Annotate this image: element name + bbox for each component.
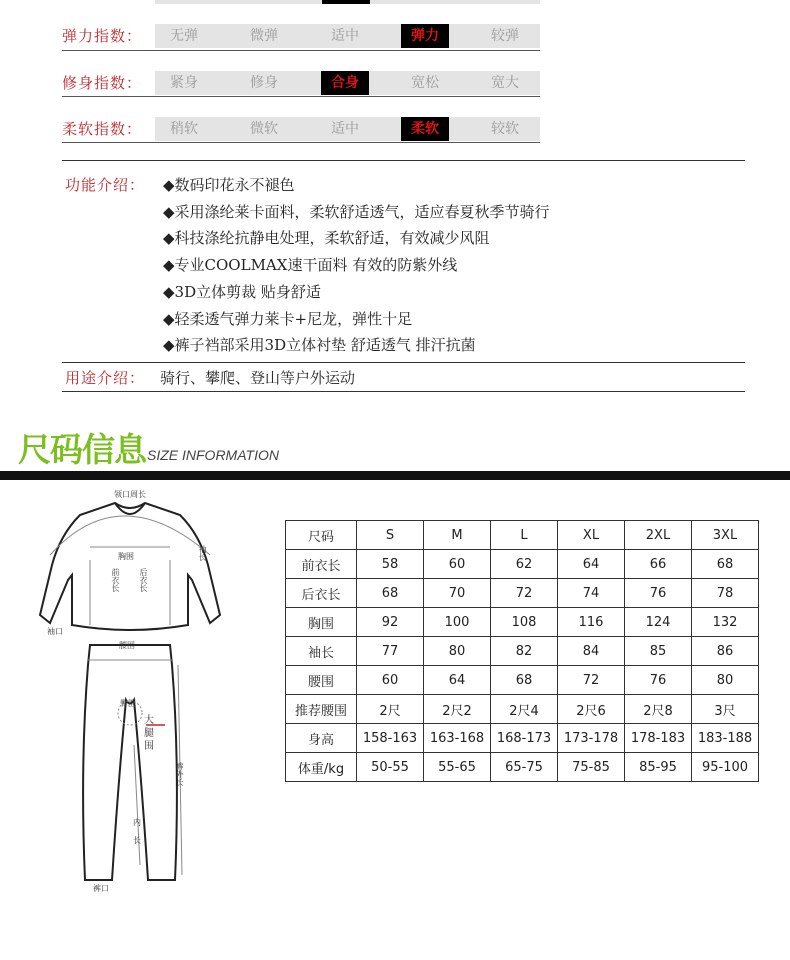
table-cell: 77 — [357, 637, 424, 666]
table-header-row — [286, 521, 759, 550]
table-cell: 64 — [558, 550, 625, 579]
table-cell: 72 — [558, 666, 625, 695]
size-info-title: 尺码信息 — [18, 430, 146, 469]
table-cell: 58 — [357, 550, 424, 579]
table-header-cell: L — [491, 521, 558, 550]
table-header-cell: M — [424, 521, 491, 550]
table-header-cell: S — [357, 521, 424, 550]
feature-item: ◆采用涤纶莱卡面料，柔软舒适透气，适应春夏秋季节骑行 — [163, 202, 550, 221]
table-cell: 68 — [491, 666, 558, 695]
rating-option: 稍软 — [170, 121, 198, 137]
table-cell: 124 — [625, 608, 692, 637]
rating-option: 紧身 — [170, 75, 198, 91]
size-info-subtitle: SIZE INFORMATION — [147, 447, 279, 463]
table-cell: 108 — [491, 608, 558, 637]
table-cell: 95-100 — [692, 753, 759, 782]
label-chest: 胸围 — [118, 552, 134, 561]
label-thigh-2: 腿 — [144, 728, 154, 739]
divider-line — [62, 50, 540, 51]
table-cell: 55-65 — [424, 753, 491, 782]
table-cell: 173-178 — [558, 724, 625, 753]
table-row — [286, 753, 759, 782]
size-table — [285, 520, 759, 782]
table-row — [286, 666, 759, 695]
table-header-cell: XL — [558, 521, 625, 550]
table-header-cell: 尺码 — [286, 521, 357, 550]
table-cell: 76 — [625, 579, 692, 608]
table-cell: 2尺4 — [491, 695, 558, 724]
rating-label: 柔软指数： — [62, 120, 143, 138]
table-cell: 70 — [424, 579, 491, 608]
rating-option: 微弹 — [250, 28, 278, 44]
label-hip: 臀围 — [120, 699, 136, 708]
feature-item: ◆数码印花永不褪色 — [163, 176, 295, 194]
rating-label: 弹力指数： — [62, 27, 143, 45]
table-cell: 116 — [558, 608, 625, 637]
table-header-cell: 2XL — [625, 521, 692, 550]
top-scale-remnant-selected — [322, 0, 370, 4]
table-cell: 80 — [424, 637, 491, 666]
table-row-label: 后衣长 — [286, 579, 357, 608]
table-cell: 68 — [357, 579, 424, 608]
feature-item: ◆专业COOLMAX速干面料 有效的防紫外线 — [163, 256, 458, 275]
table-cell: 2尺 — [357, 695, 424, 724]
rating-option: 较弹 — [491, 28, 519, 44]
table-cell: 85-95 — [625, 753, 692, 782]
rating-option: 修身 — [250, 75, 278, 91]
label-thigh-1: 大 — [144, 715, 154, 726]
divider-line — [62, 142, 540, 143]
features-heading: 功能介绍： — [65, 176, 146, 194]
table-row — [286, 695, 759, 724]
rating-option-selected: 弹力 — [401, 24, 449, 48]
divider-line — [62, 362, 745, 363]
label-collar: 领口周长 — [114, 490, 146, 499]
table-cell: 2尺8 — [625, 695, 692, 724]
table-cell: 86 — [692, 637, 759, 666]
table-row — [286, 608, 759, 637]
rating-scale — [155, 117, 540, 141]
table-cell: 80 — [692, 666, 759, 695]
table-cell: 183-188 — [692, 724, 759, 753]
usage-text: 骑行、攀爬、登山等户外运动 — [160, 369, 356, 387]
label-back-length: 后衣长 — [139, 568, 148, 592]
table-row-label: 体重/kg — [286, 753, 357, 782]
table-cell: 132 — [692, 608, 759, 637]
table-cell: 75-85 — [558, 753, 625, 782]
table-row — [286, 637, 759, 666]
divider-line — [62, 96, 540, 97]
table-cell: 100 — [424, 608, 491, 637]
table-row-label: 推荐腰围 — [286, 695, 357, 724]
table-cell: 2尺6 — [558, 695, 625, 724]
usage-heading: 用途介绍： — [65, 369, 146, 387]
label-thigh-3: 围 — [144, 741, 154, 752]
table-cell: 163-168 — [424, 724, 491, 753]
table-row — [286, 550, 759, 579]
label-waist: 腰围 — [119, 641, 135, 650]
table-cell: 82 — [491, 637, 558, 666]
table-cell: 50-55 — [357, 753, 424, 782]
label-hem: 裤口 — [93, 884, 109, 893]
rating-option-selected: 合身 — [321, 71, 369, 95]
table-cell: 60 — [357, 666, 424, 695]
table-cell: 66 — [625, 550, 692, 579]
table-cell: 65-75 — [491, 753, 558, 782]
table-row — [286, 724, 759, 753]
rating-option: 微软 — [250, 121, 278, 137]
rating-option: 宽松 — [411, 75, 439, 91]
label-outseam: 裤外长 — [175, 762, 184, 786]
table-cell: 3尺 — [692, 695, 759, 724]
table-cell: 62 — [491, 550, 558, 579]
rating-label: 修身指数： — [62, 74, 143, 92]
table-cell: 178-183 — [625, 724, 692, 753]
label-cuff: 袖口 — [47, 627, 63, 636]
rating-option: 适中 — [331, 28, 359, 44]
table-cell: 76 — [625, 666, 692, 695]
rating-scale — [155, 24, 540, 48]
rating-option-selected: 柔软 — [401, 117, 449, 141]
rating-option: 较软 — [491, 121, 519, 137]
table-cell: 158-163 — [357, 724, 424, 753]
table-row-label: 袖长 — [286, 637, 357, 666]
table-cell: 60 — [424, 550, 491, 579]
feature-item: ◆轻柔透气弹力莱卡+尼龙，弹性十足 — [163, 309, 413, 328]
table-cell: 74 — [558, 579, 625, 608]
table-cell: 2尺2 — [424, 695, 491, 724]
feature-item: ◆科技涤纶抗静电处理，柔软舒适，有效减少风阻 — [163, 229, 490, 248]
feature-item: ◆3D立体剪裁 贴身舒适 — [163, 282, 321, 301]
divider-line — [62, 391, 745, 392]
label-inseam-1: 内 — [133, 818, 141, 827]
table-cell: 85 — [625, 637, 692, 666]
table-cell: 72 — [491, 579, 558, 608]
table-cell: 84 — [558, 637, 625, 666]
table-row-label: 身高 — [286, 724, 357, 753]
label-inseam-2: 长 — [133, 836, 141, 845]
table-row-label: 前衣长 — [286, 550, 357, 579]
rating-option: 宽大 — [491, 75, 519, 91]
table-cell: 64 — [424, 666, 491, 695]
table-cell: 92 — [357, 608, 424, 637]
rating-option: 适中 — [331, 121, 359, 137]
rating-option: 无弹 — [170, 28, 198, 44]
table-cell: 78 — [692, 579, 759, 608]
size-header-bar — [0, 471, 790, 480]
rating-scale — [155, 71, 540, 95]
divider-line — [62, 160, 745, 161]
jersey-outline — [40, 503, 220, 630]
table-row — [286, 579, 759, 608]
pants-outline — [83, 645, 177, 880]
table-cell: 68 — [692, 550, 759, 579]
table-row-label: 腰围 — [286, 666, 357, 695]
label-front-length: 前衣长 — [111, 568, 120, 592]
label-sleeve: 袖长 — [198, 545, 207, 561]
feature-item: ◆裤子裆部采用3D立体衬垫 舒适透气 排汗抗菌 — [163, 336, 476, 355]
table-header-cell: 3XL — [692, 521, 759, 550]
table-cell: 168-173 — [491, 724, 558, 753]
table-row-label: 胸围 — [286, 608, 357, 637]
